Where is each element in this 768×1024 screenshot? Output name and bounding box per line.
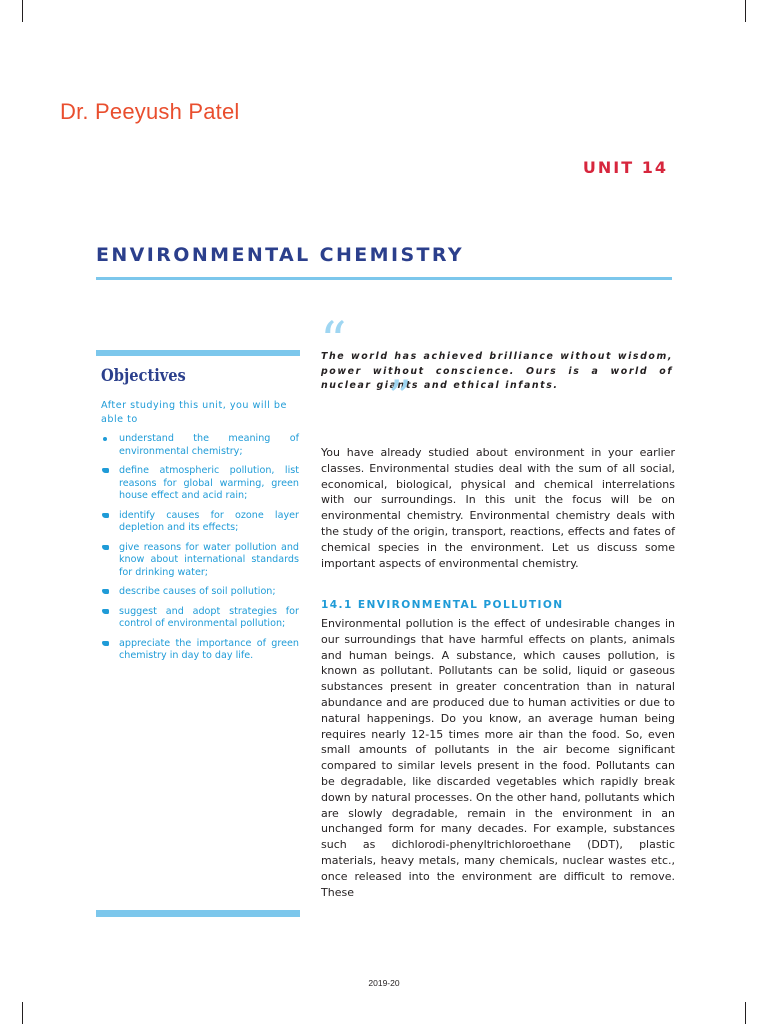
bullet-pointer-icon — [102, 589, 109, 594]
bullet-dot-icon — [103, 437, 107, 441]
epigraph-quote: The world has achieved brilliance without wisdom, power without conscience. Ours is a world of nuclear giants and ethical infants. — [321, 351, 673, 392]
unit-label: UNIT 14 — [582, 158, 668, 177]
title-underline — [96, 277, 672, 280]
objective-text: identify causes for ozone layer depletion and its effects; — [119, 509, 299, 533]
intro-paragraph: You have already studied about environment in your earlier classes. Environmental studies deal with the sum of all social, economical, biological, physical and chemical interrelations with our surroundings. In this unit the focus will be on environmental chemistry. Environmental chemistry deals with the study of the origin, transport, reactions, effects and fates of chemical species in the environment. Let us discuss some important aspects of environmental chemistry. — [321, 446, 675, 570]
author-name: Dr. Peeyush Patel — [60, 99, 240, 124]
objectives-heading: Objectives — [101, 366, 186, 386]
bullet-pointer-icon — [102, 641, 109, 646]
objective-item — [101, 433, 299, 458]
bullet-pointer-icon — [102, 609, 109, 614]
objective-item — [101, 586, 299, 599]
chapter-title: ENVIRONMENTAL CHEMISTRY — [96, 244, 465, 266]
section-paragraph: Environmental pollution is the effect of undesirable changes in our surroundings that have harmful effects on plants, animals and human beings. A substance, which causes pollution, is known as pollutant. Pollutants can be solid, liquid or gaseous substances present in greater concentration than in natural abundance and are produced due to human activities or due to natural happenings. Do you know, an average human being requires nearly 12-15 times more air than the food. So, even small amounts of pollutants in the air become significant compared to similar levels present in the food. Pollutants can be degradable, like discarded vegetables which rapidly break down by natural processes. On the other hand, pollutants which are slowly degradable, remain in the environment in an unchanged form for many decades. For example, substances such as dichlorodi-phenyltrichloroethane (DDT), plastic materials, heavy metals, many chemicals, nuclear wastes etc., once released into the environment are difficult to remove. These — [321, 617, 675, 899]
open-quote-icon: “ — [320, 312, 347, 372]
crop-mark-bottom-right — [745, 1002, 746, 1024]
close-quote-icon: ” — [388, 370, 412, 424]
objective-item — [101, 542, 299, 580]
objectives-top-bar — [96, 350, 300, 356]
objective-text: give reasons for water pollution and know about international standards for drinking water; — [119, 541, 299, 578]
objective-item — [101, 606, 299, 631]
objective-item — [101, 638, 299, 663]
crop-mark-bottom-left — [22, 1002, 23, 1024]
objective-text: understand the meaning of environmental chemistry; — [119, 433, 299, 457]
bullet-pointer-icon — [102, 513, 109, 518]
objectives-list — [101, 433, 299, 670]
objective-item — [101, 465, 299, 503]
objective-text: appreciate the importance of green chemistry in day to day life. — [119, 637, 299, 661]
bullet-pointer-icon — [102, 468, 109, 473]
crop-mark-top-right — [745, 0, 746, 22]
bullet-pointer-icon — [102, 545, 109, 550]
objectives-intro: After studying this unit, you will be able to — [101, 400, 287, 425]
objective-text: describe causes of soil pollution; — [119, 586, 276, 597]
footer-year: 2019-20 — [368, 978, 400, 988]
objective-item — [101, 510, 299, 535]
crop-mark-top-left — [22, 0, 23, 22]
section-heading: 14.1 ENVIRONMENTAL POLLUTION — [321, 599, 564, 611]
objectives-bottom-bar — [96, 910, 300, 917]
objective-text: define atmospheric pollution, list reasons for global warming, green house effect and acid rain; — [119, 465, 299, 501]
objective-text: suggest and adopt strategies for control of environmental pollution; — [119, 605, 299, 629]
